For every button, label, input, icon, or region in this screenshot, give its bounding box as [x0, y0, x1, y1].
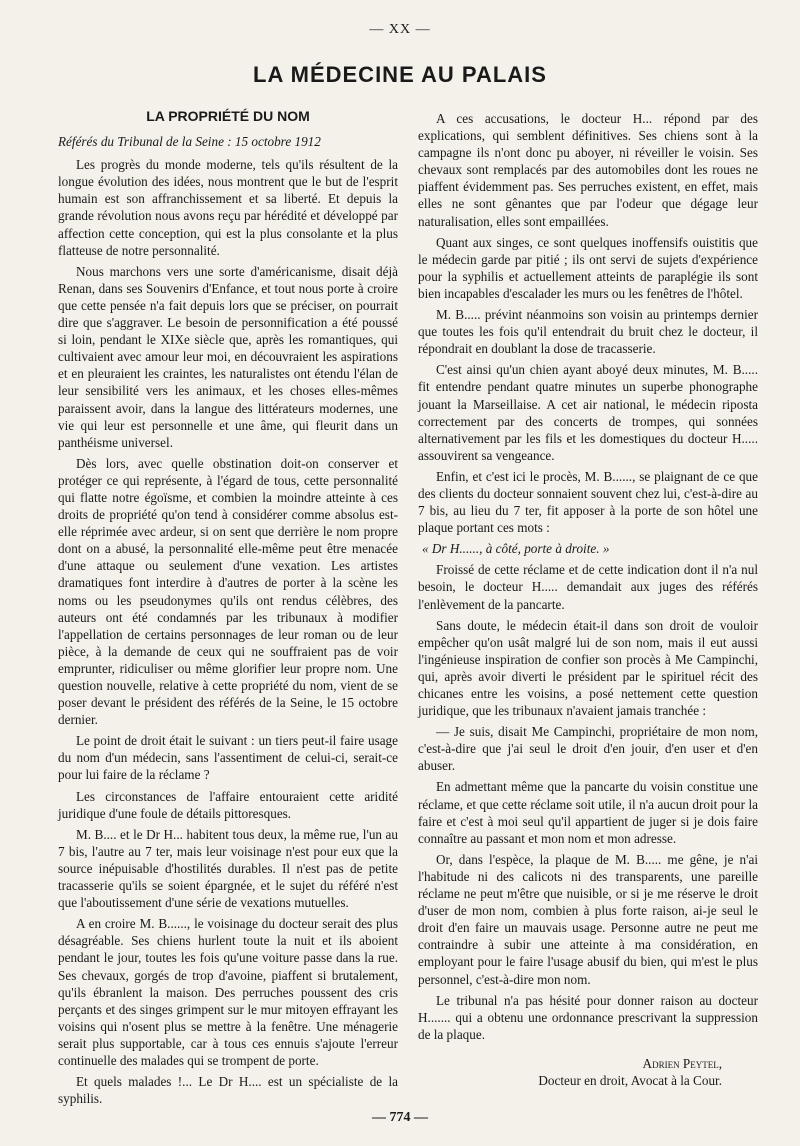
signature-block [418, 1055, 758, 1089]
footer-page-number: — 774 — [372, 1110, 428, 1125]
paragraph: Nous marchons vers une sorte d'américanisme, disait déjà Renan, dans ses Souvenirs d'Enfance, et tout nous porte à croire que cette pensée n'a fait depuis lors que se préciser, on pourrait dire que s'aggraver. Le besoin de personnification a été poussé si loin, pendant le XIXe siècle que, après les romantiques, qui cultivaient avec amour leur moi, en découvraient les aspirations et en pleuraient les craintes, les naturalistes ont étendu l'élan de leur sensibilité vers les animaux, et les choses elles-mêmes paraissent avoir, dans la langue des littérateurs modernes, une vie qui leur est personnelle et une âme, qui fleurit dans un panthéisme universel. [58, 263, 398, 450]
plaque-quote: « Dr H......, à côté, porte à droite. » [422, 541, 610, 557]
author-title: Docteur en droit, Avocat à la Cour. [538, 1072, 722, 1088]
paragraph: A en croire M. B......, le voisinage du docteur serait des plus désagréable. Ses chiens hurlent toute la nuit et ils aboient pendant le jour, toutes les fois qu'une voiture passe dans la rue. Ses chevaux, gorgés de trop d'avoine, piaffent si brutalement, qu'ils ébranlent la maison. Des perruches poussent des cris perçants et des singes grimpent sur le mur mitoyen effrayant les voisins qui n'osent plus se mettre à la fenêtre. Une ménagerie serait plus supportable, car à tous ces ennuis s'ajoute l'erreur continuelle des malades qui se trompent de porte. [58, 916, 398, 1068]
paragraph: Le point de droit était le suivant : un tiers peut-il faire usage du nom d'un médecin, sans l'assentiment de celui-ci, serait-ce pour lui faire de la réclame ? [58, 733, 398, 783]
paragraph: Les progrès du monde moderne, tels qu'ils résultent de la longue évolution des idées, nous montrent que le but de l'esprit humain est son affranchissement et sa liberté. Et depuis la grande révolution nous avons reçu par hérédité et développé par affection cette conception, qui est la plus consolante et la plus flatteuse de notre personnalité. [58, 157, 398, 258]
paragraph: Dès lors, avec quelle obstination doit-on conserver et protéger ce qui représente, à l'égard de tous, cette personnalité qui flatte notre égoïsme, et combien la moindre atteinte à ces droits de propriété qu'on tend à considérer comme absolus est-elle réprimée avec ardeur, si on sent que derrière le nom propre dont on a abusé, la personnalité elle-même peut être menacée d'une attaque ou seulement d'une vexation. Les artistes dramatiques font interdire à d'autres de porter à la scène les noms ou les pseudonymes qu'ils ont rendus célèbres, des auteurs ont été condamnés par les tribunaux à modifier l'appellation de certains personnages de leur roman ou de leur pièce, à la demande de ceux qui ne souffraient pas de voir emprunter, ridiculiser ou même glorifier leur propre nom. Une question nouvelle, relative à cette propriété du nom, vient de se poser devant le président des référés de la Seine, le 15 octobre dernier. [58, 455, 398, 728]
page-title: LA MÉDECINE AU PALAIS [253, 62, 547, 87]
source-line: Référés du Tribunal de la Seine : 15 octobre 1912 [58, 134, 321, 150]
paragraph: En admettant même que la pancarte du voisin constitue une réclame, et que cette réclame soit utile, il n'a aucun droit pour la faire et c'est à moi seul qu'il appartient de juger si je dois faire connaître au passant et mon nom et mon adresse. [418, 779, 758, 846]
paragraph: Or, dans l'espèce, la plaque de M. B..... me gêne, je n'ai l'habitude ni des calicots ni des transparents, une pareille réclame ne peut m'être que nuisible, or si je me réserve le droit d'user de mon nom, combien à plus forte raison, ai-je seul le droit d'en faire un mauvais usage. Personne autre ne peut me contraindre à subir une atteinte à ma considération, en employant pour le faire l'usage abusif du bien, qui m'est le plus personnel, c'est-à-dire mon nom. [418, 851, 758, 987]
left-column [58, 104, 398, 1111]
header-page-number: — XX — [369, 22, 431, 37]
paragraph: Les circonstances de l'affaire entouraient cette aridité juridique d'une foule de détails pittoresques. [58, 788, 398, 821]
paragraph: A ces accusations, le docteur H... répond par des explications, qui semblent définitives. Ses chiens sont à la campagne ils n'ont donc pu aboyer, ni réveiller le voisin. Ses chevaux sont remplacés par des automobiles dont les roues ne piaffent évidemment pas. Ses perruches existent, en effet, mais elles ne sont gênantes que par l'odeur que dégage leur naturalisation, elles sont empaillées. [418, 111, 758, 229]
author-name: Adrien Peytel, [642, 1055, 722, 1071]
paragraph: M. B.... et le Dr H... habitent tous deux, la même rue, l'un au 7 bis, l'autre au 7 ter, mais leur voisinage n'est pour eux que la source inépuisable d'hostilités durables. Il n'est pas de petite tracasserie qu'ils se soient épargnée, et le sujet du référé n'est que l'aboutissement d'une série de vexations mutuelles. [58, 826, 398, 911]
paragraph: — Je suis, disait Me Campinchi, propriétaire de mon nom, c'est-à-dire que j'ai seul le droit d'en jouir, d'en user et d'en abuser. [418, 724, 758, 774]
paragraph: M. B..... prévint néanmoins son voisin au printemps dernier que toutes les fois qu'il entendrait du bruit chez le docteur, il répondrait en doublant la dose de tracasserie. [418, 307, 758, 357]
paragraph: Enfin, et c'est ici le procès, M. B......, se plaignant de ce que des clients du docteur sonnaient souvent chez lui, c'est-à-dire au 7 bis, au lieu du 7 ter, fit apposer à la porte de son hôtel une plaque portant ces mots : [418, 468, 758, 536]
paragraph: Et quels malades !... Le Dr H.... est un spécialiste de la syphilis. [58, 1074, 398, 1107]
paragraph: C'est ainsi qu'un chien ayant aboyé deux minutes, M. B..... fit entendre pendant quatre minutes un superbe phonographe jouant la Marseillaise. A cet air national, le médecin riposta correctement par des concerts de trompes, qui sonnées alternativement par les fils et les domestiques du docteur H..... assouvirent sa vengeance. [418, 362, 758, 463]
paragraph: Le tribunal n'a pas hésité pour donner raison au docteur H....... qui a obtenu une ordonnance prescrivant la suppression de la plaque. [418, 992, 758, 1042]
article-heading: LA PROPRIÉTÉ DU NOM [146, 108, 310, 124]
right-column [418, 110, 758, 1089]
paragraph: Froissé de cette réclame et de cette indication dont il n'a nul besoin, le docteur H..... demandait aux juges des référés l'enlèvement de la pancarte. [418, 562, 758, 612]
paragraph: Quant aux singes, ce sont quelques inoffensifs ouistitis que le médecin garde par pitié ; ils ont servi de sujets d'expérience pour la syphilis et actuellement atteints de paraplégie ils sont bien incapables d'escalader les murs ou les fenêtres de l'hôtel. [418, 234, 758, 301]
paragraph: Sans doute, le médecin était-il dans son droit de vouloir empêcher qu'on usât malgré lui de son nom, mais il eut aussi l'ingénieuse inspiration de confier son procès à Me Campinchi, qui, après avoir diverti le président par le spirituel récit des chicanes entre les voisins, a posé nettement cette question juridique, que les tribunaux n'avaient jamais tranchée : [418, 617, 758, 719]
